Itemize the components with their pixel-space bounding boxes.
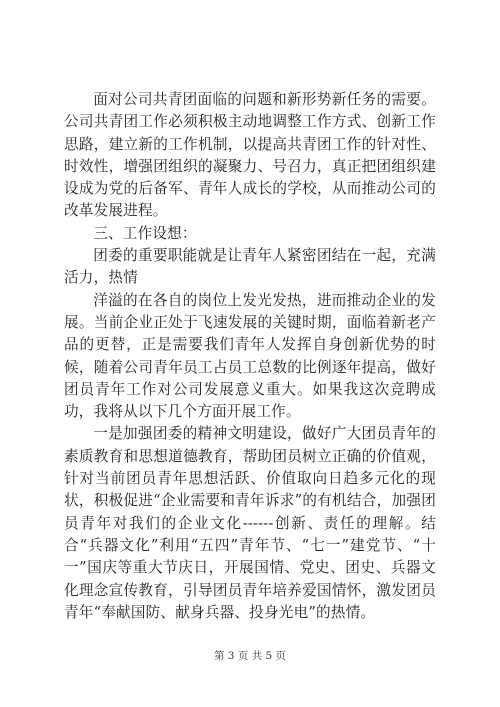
page-number-footer: 第 3 页 共 5 页 [213, 650, 287, 662]
document-body [64, 89, 436, 624]
paragraph-1: 面对公司共青团面临的问题和新形势新任务的需要。公司共青团工作必须积极主动地调整工作方式、创新工作思路，建立新的工作机制，以提高共青团工作的针对性、时效性，增强团组织的凝聚力、号召力，真正把团组织建设成为党的后备军、青年人成长的学校，从而推动公司的改革发展进程。 [64, 91, 436, 220]
paragraph-2: 团委的重要职能就是让青年人紧密团结在一起，充满活力，热情 [64, 247, 436, 287]
paragraph-4: 一是加强团委的精神文明建设，做好广大团员青年的素质教育和思想道德教育，帮助团员树立正确的价值观，针对当前团员青年思想活跃、价值取向日趋多元化的现状，积极促进“企业需要和青年诉求”的有机结合，加强团员青年对我们的企业文化------创新、责任的理解。结合“兵器文化”利用“五四”青年节、“七一”建党节、“十一”国庆等重大节庆日，开展国情、党史、团史、兵器文化理念宣传教育，引导团员青年培养爱国情怀，激发团员青年“奉献国防、献身兵器、投身光电”的热情。 [64, 425, 436, 621]
paragraph-3: 洋溢的在各自的岗位上发光发热，进而推动企业的发展。当前企业正处于飞速发展的关键时期，面临着新老产品的更替，正是需要我们青年人发挥自身创新优势的时候，随着公司青年员工占员工总数的比例逐年提高，做好团员青年工作对公司发展意义重大。如果我这次竞聘成功，我将从以下几个方面开展工作。 [64, 291, 436, 421]
section-heading: 三、工作设想： [93, 224, 197, 242]
